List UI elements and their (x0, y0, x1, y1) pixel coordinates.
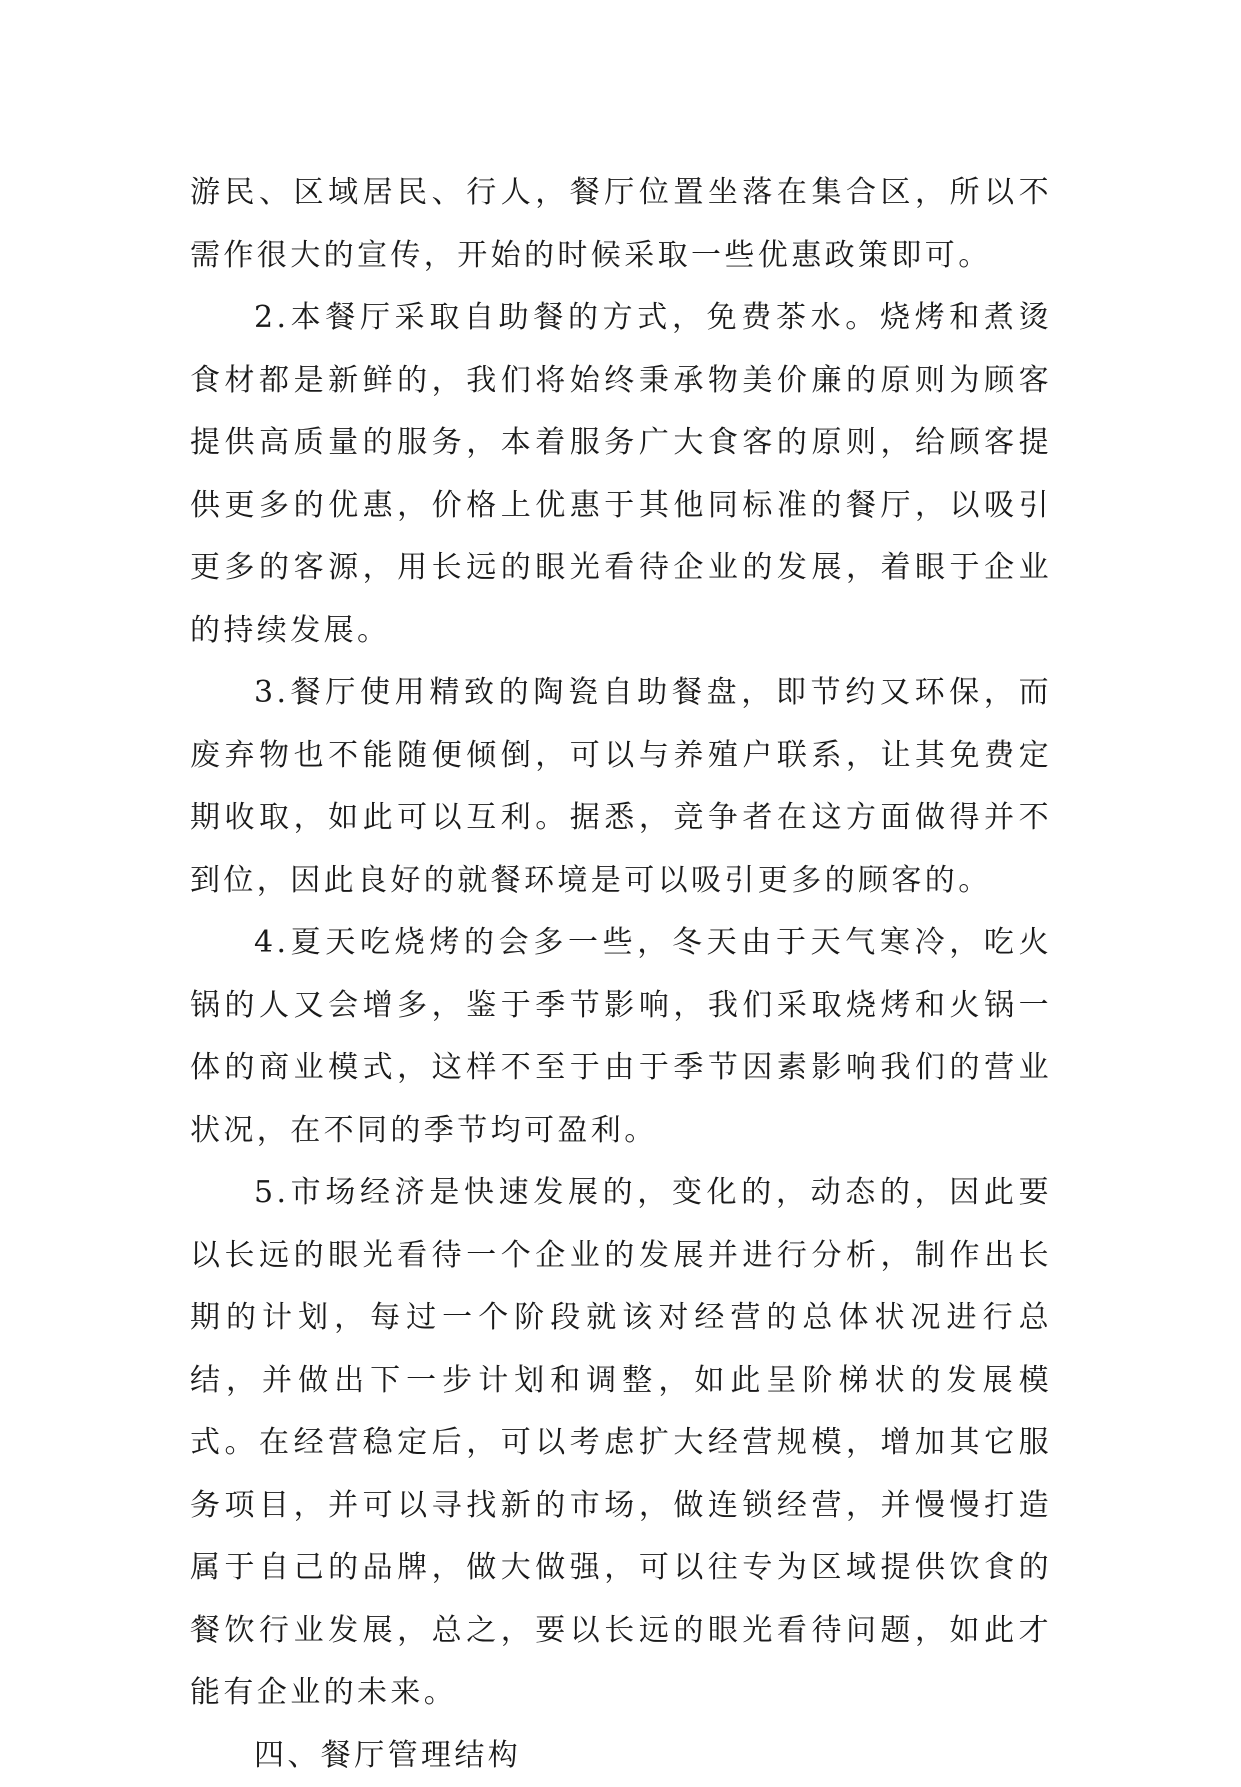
paragraph-item-2: 2.本餐厅采取自助餐的方式，免费茶水。烧烤和煮烫食材都是新鲜的，我们将始终秉承物美价廉的原则为顾客提供高质量的服务，本着服务广大食客的原则，给顾客提供更多的优惠，价格上优惠于其他同标准的餐厅，以吸引更多的客源，用长远的眼光看待企业的发展，着眼于企业的持续发展。 (190, 287, 1052, 662)
paragraph-item-3: 3.餐厅使用精致的陶瓷自助餐盘，即节约又环保，而废弃物也不能随便倾倒，可以与养殖户联系，让其免费定期收取，如此可以互利。据悉，竞争者在这方面做得并不到位，因此良好的就餐环境是可以吸引更多的顾客的。 (190, 662, 1052, 912)
paragraph-item-5: 5.市场经济是快速发展的，变化的，动态的，因此要以长远的眼光看待一个企业的发展并进行分析，制作出长期的计划，每过一个阶段就该对经营的总体状况进行总结，并做出下一步计划和调整，如此呈阶梯状的发展模式。在经营稳定后，可以考虑扩大经营规模，增加其它服务项目，并可以寻找新的市场，做连锁经营，并慢慢打造属于自己的品牌，做大做强，可以往专为区域提供饮食的餐饮行业发展，总之，要以长远的眼光看待问题，如此才能有企业的未来。 (190, 1162, 1052, 1725)
section-heading: 四、餐厅管理结构 (190, 1725, 1052, 1787)
paragraph-continuation: 游民、区域居民、行人，餐厅位置坐落在集合区，所以不需作很大的宣传，开始的时候采取一些优惠政策即可。 (190, 162, 1052, 287)
paragraph-item-4: 4.夏天吃烧烤的会多一些，冬天由于天气寒冷，吃火锅的人又会增多，鉴于季节影响，我们采取烧烤和火锅一体的商业模式，这样不至于由于季节因素影响我们的营业状况，在不同的季节均可盈利。 (190, 912, 1052, 1162)
document-body (190, 162, 1052, 1787)
